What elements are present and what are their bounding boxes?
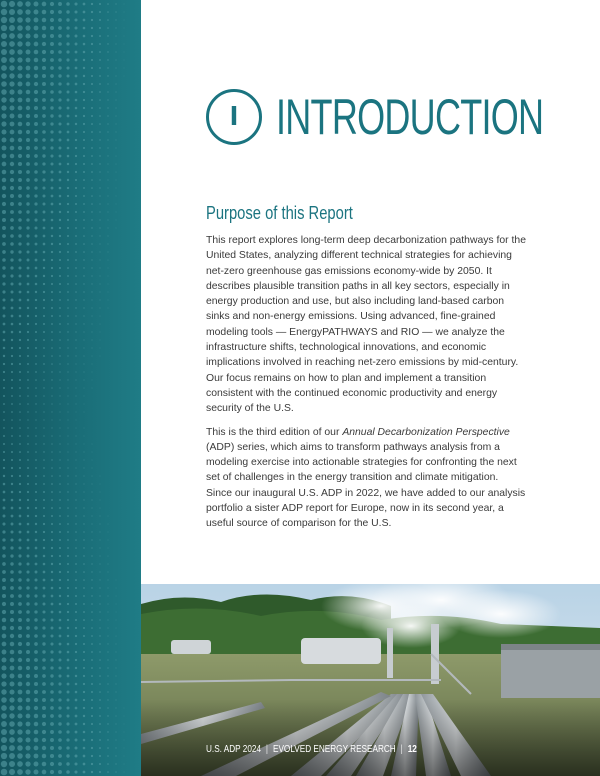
paragraph-2-end: (ADP) series, which aims to transform pathways analysis from a modeling exercise into actionable strategies for confronting the next set of challenges in the energy transition and climate mitigation. Since our inaugural U.S. ADP in 2022, we have added to our analysis portfolio a sister ADP report for Europe, now in its second year, a useful source of comparison for the U.S. [206, 441, 526, 530]
chapter-number-badge [206, 89, 262, 145]
paragraph-1: This report explores long-term deep decarbonization pathways for the United States, analyzing different technical strategies for achieving net-zero greenhouse gas emissions economy-wide by 2050. It describes plausible transition paths in all key sectors, especially in energy production and use, but also including land-based carbon sinks and non-energy emissions. Using advanced, fine-grained modeling tools — EnergyPATHWAYS and RIO — we analyze the infrastructure shifts, technological innovations, and economic implications involved in reaching net-zero emissions by mid-century. Our focus remains on how to plan and implement a transition consistent with the continued economic productivity and energy security of the U.S. [206, 235, 526, 415]
footer-organization: EVOLVED ENERGY RESEARCH [272, 744, 396, 755]
halftone-dot-pattern [0, 0, 141, 776]
paragraph-2-start: This is the third edition of our [206, 426, 343, 438]
body-text [206, 233, 526, 540]
page-footer [206, 744, 417, 755]
chapter-heading [206, 86, 600, 148]
sidebar-halftone-band [0, 0, 141, 776]
page-number: 12 [407, 744, 417, 755]
paragraph-2 [206, 425, 526, 532]
chapter-number: I [229, 102, 239, 132]
footer-report-name: U.S. ADP 2024 [206, 744, 262, 755]
section-title: Purpose of this Report [206, 203, 353, 223]
series-name: Annual Decarbonization Perspective [342, 426, 510, 438]
footer-separator-2: | [400, 744, 403, 755]
footer-separator: | [265, 744, 269, 755]
chapter-title: INTRODUCTION [276, 89, 544, 145]
